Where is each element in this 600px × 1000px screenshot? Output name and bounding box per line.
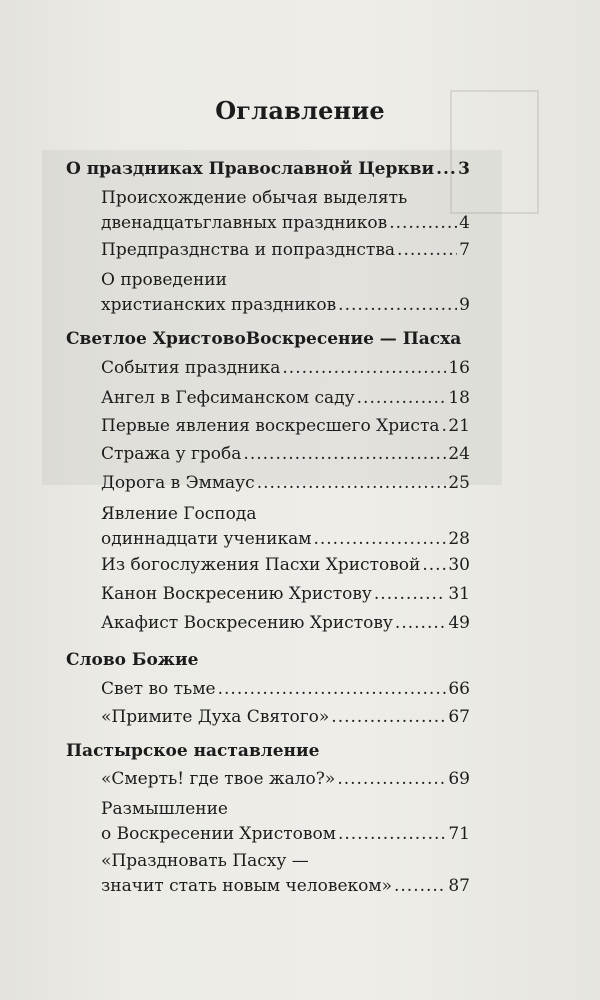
leader-dots: [389, 211, 457, 236]
page-number: 28: [448, 529, 470, 549]
page-title: Оглавление: [215, 96, 385, 125]
page-number: 67: [448, 707, 470, 727]
page-number: 69: [448, 769, 470, 789]
toc-entry[interactable]: [101, 386, 470, 411]
leader-dots: [282, 356, 446, 381]
toc-entry[interactable]: [101, 268, 470, 318]
toc-entry[interactable]: [101, 502, 470, 552]
leader-dots: [441, 414, 446, 439]
leader-dots: [257, 471, 447, 496]
page-number: 25: [448, 473, 470, 493]
leader-dots: [397, 238, 457, 263]
leader-dots: [337, 767, 446, 792]
toc-entry-text: Стража у гроба: [101, 444, 242, 464]
toc-entry-text: «Примите Духа Святого»: [101, 707, 330, 727]
toc-entry[interactable]: [101, 471, 470, 496]
toc-section-1[interactable]: [66, 157, 470, 182]
toc-entry[interactable]: [101, 767, 470, 792]
toc-entry[interactable]: [101, 582, 470, 607]
page-number: 4: [459, 213, 470, 233]
leader-dots: [243, 442, 446, 467]
toc-section-4[interactable]: Пастырское наставление: [66, 741, 320, 761]
page-number: 18: [448, 388, 470, 408]
page-number: 3: [458, 159, 470, 179]
toc-entry-text: Предпразднства и попразднства: [101, 240, 396, 260]
leader-dots: [338, 822, 446, 847]
leader-dots: [338, 293, 457, 318]
toc-entry[interactable]: [101, 849, 470, 899]
toc-entry[interactable]: [101, 442, 470, 467]
toc-entry-text: Свет во тьме: [101, 679, 216, 699]
page-number: 49: [448, 613, 470, 633]
leader-dots: [395, 611, 446, 636]
leader-dots: [331, 705, 446, 730]
page-number: 87: [448, 876, 470, 896]
toc-section-2[interactable]: Светлое ХристовоВоскресение — Пасха: [66, 329, 462, 349]
toc-entry-text: Первые явления воскресшего Христа: [101, 416, 440, 436]
toc-entry-line: о Воскресении Христовом: [101, 824, 336, 844]
toc-entry[interactable]: [101, 705, 470, 730]
toc-entry-line: двенадцатьглавных праздников: [101, 213, 388, 233]
page-number: 66: [448, 679, 470, 699]
toc-entry-line: христианских праздников: [101, 295, 337, 315]
toc-entry-text: Дорога в Эммаус: [101, 473, 255, 493]
toc-entry[interactable]: [101, 677, 470, 702]
page-number: 30: [448, 555, 470, 575]
toc-entry[interactable]: [101, 186, 470, 236]
toc-entry-line: Явление Господа: [101, 504, 257, 524]
page-number: 71: [448, 824, 470, 844]
toc-section-title: О праздниках Православной Церкви: [66, 159, 435, 179]
toc-entry-line: Размышление: [101, 799, 228, 819]
toc-entry-line: «Праздновать Пасху —: [101, 851, 309, 871]
toc-entry[interactable]: [101, 238, 470, 263]
page-number: 31: [448, 584, 470, 604]
toc-entry[interactable]: [101, 797, 470, 847]
toc-entry-text: «Смерть! где твое жало?»: [101, 769, 336, 789]
page-number: 24: [448, 444, 470, 464]
page-number: 9: [459, 295, 470, 315]
page-number: 16: [448, 358, 470, 378]
leader-dots: [394, 874, 446, 899]
toc-entry[interactable]: [101, 356, 470, 381]
leader-dots: [357, 386, 447, 411]
leader-dots: [374, 582, 446, 607]
leader-dots: [313, 527, 446, 552]
page-number: 7: [459, 240, 470, 260]
toc-entry[interactable]: [101, 414, 470, 439]
page-number: 21: [448, 416, 470, 436]
toc-entry[interactable]: [101, 611, 470, 636]
toc-entry-text: Ангел в Гефсиманском саду: [101, 388, 355, 408]
toc-entry-line: О проведении: [101, 270, 227, 290]
toc-section-3[interactable]: Слово Божие: [66, 650, 199, 670]
toc-entry-line: значит стать новым человеком»: [101, 876, 392, 896]
toc-entry-text: События праздника: [101, 358, 281, 378]
toc-entry[interactable]: [101, 553, 470, 578]
leader-dots: [422, 553, 446, 578]
toc-entry-line: одиннадцати ученикам: [101, 529, 312, 549]
toc-entry-text: Канон Воскресению Христову: [101, 584, 372, 604]
toc-entry-line: Происхождение обычая выделять: [101, 188, 408, 208]
leader-dots: [436, 157, 456, 182]
toc-entry-text: Из богослужения Пасхи Христовой: [101, 555, 421, 575]
toc-entry-text: Акафист Воскресению Христову: [101, 613, 393, 633]
leader-dots: [218, 677, 447, 702]
